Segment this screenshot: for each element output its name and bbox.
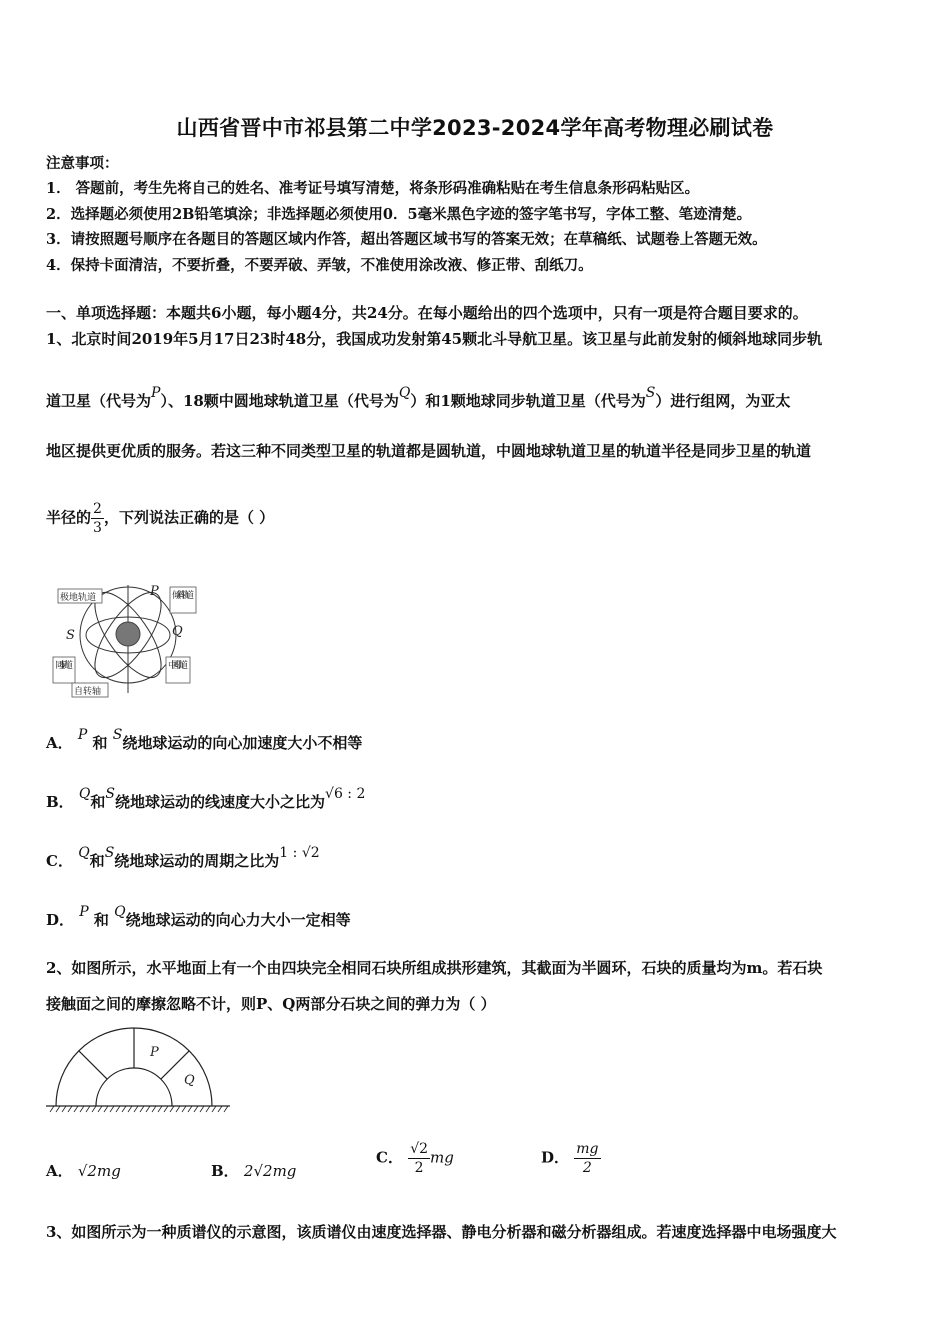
section-heading: 一、单项选择题：本题共6小题，每小题4分，共24分。在每小题给出的四个选项中，只有一项是符合题目要求的。 — [46, 304, 808, 322]
option-letter: C． — [46, 852, 73, 870]
q2-option-b[interactable] — [211, 1160, 296, 1181]
medium-orbit-label: 中圆轨道 — [168, 661, 188, 671]
q1-text-line2 — [46, 385, 791, 411]
option-letter: A． — [46, 734, 73, 752]
inclined-orbit-label: 倾斜轨道 — [172, 591, 194, 601]
option-expression: √2mg — [77, 1162, 121, 1180]
option-connector: 和 — [92, 734, 108, 752]
option-symbol: P — [77, 727, 88, 743]
arch-label-p: P — [150, 1045, 159, 1060]
option-letter: B． — [46, 793, 74, 811]
option-text: 绕地球运动的向心加速度大小不相等 — [122, 734, 363, 752]
notice-item: 2．选择题必须使用2B铅笔填涂；非选择题必须使用0．5毫米黑色字迹的签字笔书写，字体工整、笔迹清楚。 — [46, 206, 752, 223]
symbol-s: S — [645, 385, 656, 401]
q1-text-fragment: ）、18颗中圆地球轨道卫星（代号为 — [160, 392, 399, 410]
q1-text-fragment: 半径的 — [46, 508, 92, 527]
earth-icon — [116, 622, 140, 646]
fraction-numerator: mg — [576, 1141, 599, 1157]
arch-diagram — [44, 1024, 234, 1116]
option-ratio: 1 : √2 — [279, 845, 320, 861]
polar-orbit-label: 极地轨道 — [60, 593, 97, 603]
option-connector: 和 — [93, 911, 109, 929]
option-symbol: S — [105, 786, 116, 802]
orbit-label-p: P — [150, 584, 159, 599]
orbit-label-q: Q — [172, 624, 183, 639]
notice-heading: 注意事项： — [46, 155, 119, 172]
q1-option-c[interactable] — [46, 845, 320, 871]
fraction-numerator: 2 — [93, 501, 102, 517]
q1-option-a[interactable] — [46, 727, 363, 753]
option-symbol: Q — [114, 904, 126, 920]
fraction-denominator: 2 — [414, 1160, 424, 1176]
q1-text-line4 — [46, 500, 274, 537]
ground-hatching — [50, 1106, 228, 1112]
arch-inner-arc — [96, 1068, 172, 1106]
sync-orbit-label: 同步轨道 — [55, 661, 73, 671]
option-symbol: S — [104, 845, 115, 861]
q1-text-line1: 1、北京时间2019年5月17日23时48分，我国成功发射第45颗北斗导航卫星。该卫星与此前发射的倾斜地球同步轨 — [46, 330, 823, 348]
orbit-diagram — [50, 583, 210, 699]
page-title: 山西省晋中市祁县第二中学2023-2024学年高考物理必刷试卷 — [176, 116, 774, 140]
symbol-q: Q — [398, 385, 411, 401]
fraction-numerator: √2 — [410, 1141, 429, 1157]
q2-text-line2: 接触面之间的摩擦忽略不计，则P、Q两部分石块之间的弹力为（ ） — [46, 995, 496, 1013]
option-connector: 和 — [90, 793, 106, 811]
q1-text-fragment: ，下列说法正确的是（ ） — [103, 508, 275, 527]
option-letter: D． — [541, 1148, 570, 1167]
arch-joint-line — [79, 1051, 107, 1079]
q1-option-b[interactable] — [46, 786, 366, 812]
option-fraction — [408, 1140, 430, 1177]
q2-option-d[interactable] — [541, 1140, 601, 1177]
q1-text-fragment: 道卫星（代号为 — [46, 392, 152, 410]
arch-label-q: Q — [184, 1073, 195, 1088]
option-letter: C． — [376, 1148, 403, 1167]
notice-item: 4．保持卡面清洁，不要折叠，不要弄破、弄皱，不准使用涂改液、修正带、刮纸刀。 — [46, 257, 593, 274]
option-symbol: Q — [78, 786, 91, 802]
q3-text-line1: 3、如图所示为一种质谱仪的示意图，该质谱仪由速度选择器、静电分析器和磁分析器组成。若速度选择器中电场强度大 — [46, 1223, 837, 1241]
q1-text-line3: 地区提供更优质的服务。若这三种不同类型卫星的轨道都是圆轨道，中圆地球轨道卫星的轨道半径是同步卫星的轨道 — [46, 442, 812, 460]
option-letter: B． — [211, 1162, 239, 1180]
option-text: 绕地球运动的线速度大小之比为 — [115, 793, 326, 811]
q1-option-d[interactable] — [46, 904, 351, 930]
option-symbol: P — [79, 904, 89, 920]
option-fraction — [574, 1140, 600, 1177]
option-expression: 2√2mg — [243, 1162, 297, 1180]
symbol-p: P — [151, 385, 161, 401]
option-connector: 和 — [89, 852, 105, 870]
q1-text-fragment: ）进行组网，为亚太 — [655, 392, 791, 410]
rotation-axis-label: 自转轴 — [74, 687, 102, 697]
fraction-denominator: 2 — [582, 1160, 592, 1176]
fraction-denominator: 3 — [93, 520, 102, 536]
option-symbol: Q — [78, 845, 90, 861]
option-text: 绕地球运动的周期之比为 — [114, 852, 280, 870]
q1-text-fragment: ）和1颗地球同步轨道卫星（代号为 — [410, 392, 646, 410]
option-text: 绕地球运动的向心力大小一定相等 — [125, 911, 351, 929]
q2-option-a[interactable] — [46, 1160, 121, 1181]
notice-item: 1． 答题前，考生先将自己的姓名、准考证号填写清楚，将条形码准确粘贴在考生信息条形码粘贴区。 — [46, 180, 700, 197]
fraction-two-thirds — [91, 500, 104, 537]
q2-text-line1: 2、如图所示，水平地面上有一个由四块完全相同石块所组成拱形建筑，其截面为半圆环，石块的质量均为m。若石块 — [46, 959, 823, 977]
notice-item: 3．请按照题号顺序在各题目的答题区域内作答，超出答题区域书写的答案无效；在草稿纸、试题卷上答题无效。 — [46, 231, 767, 248]
orbit-label-s: S — [66, 628, 75, 643]
option-expression: mg — [430, 1148, 454, 1167]
option-symbol: S — [112, 727, 123, 743]
q2-option-c[interactable] — [376, 1140, 454, 1177]
option-letter: D． — [46, 911, 75, 929]
option-letter: A． — [46, 1162, 73, 1180]
option-ratio: √6 : 2 — [325, 786, 366, 802]
